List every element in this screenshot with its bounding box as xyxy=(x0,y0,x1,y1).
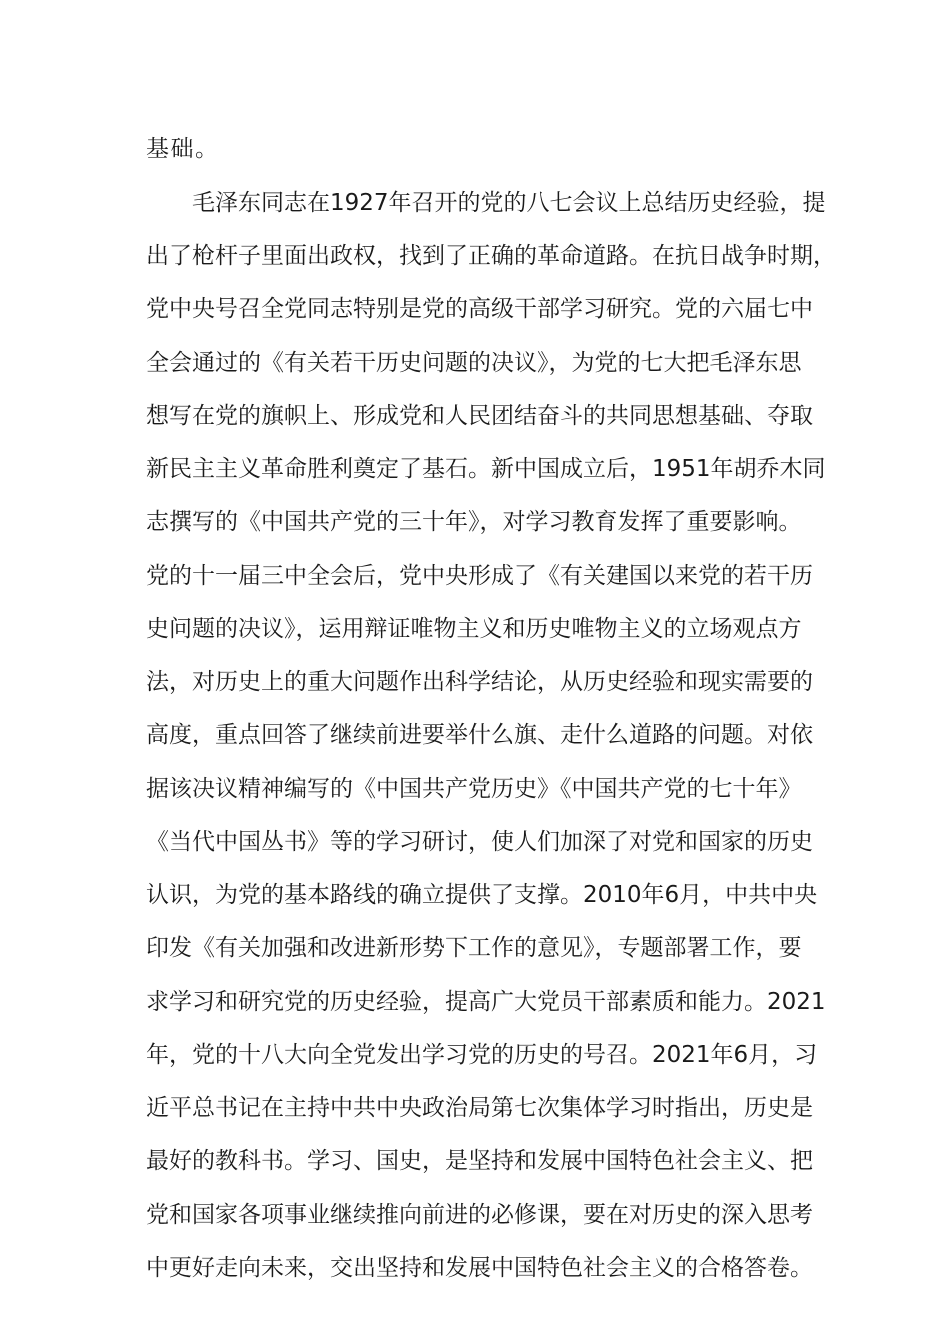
text-line: 求学习和研究党的历史经验，提高广大党员干部素质和能力。2021 xyxy=(146,989,826,1015)
text-line: 想写在党的旗帜上、形成党和人民团结奋斗的共同思想基础、夺取 xyxy=(146,403,813,429)
text-line: 新民主主义革命胜利奠定了基石。新中国成立后，1951年胡乔木同 xyxy=(146,456,826,482)
text-line: 近平总书记在主持中共中央政治局第七次集体学习时指出，历史是 xyxy=(146,1095,813,1121)
text-line: 党的十一届三中全会后，党中央形成了《有关建国以来党的若干历 xyxy=(146,563,813,589)
text-line: 印发《有关加强和改进新形势下工作的意见》，专题部署工作，要 xyxy=(146,935,802,961)
text-line: 党中央号召全党同志特别是党的高级干部学习研究。党的六届七中 xyxy=(146,296,813,322)
text-line: 年，党的十八大向全党发出学习党的历史的号召。2021年6月，习 xyxy=(146,1042,818,1068)
text-line: 最好的教科书。学习、国史，是坚持和发展中国特色社会主义、把 xyxy=(146,1148,813,1174)
text-line: 中更好走向未来，交出坚持和发展中国特色社会主义的合格答卷。 xyxy=(146,1255,813,1281)
text-line: 志撰写的《中国共产党的三十年》，对学习教育发挥了重要影响。 xyxy=(146,509,802,535)
text-line: 党和国家各项事业继续推向前进的必修课，要在对历史的深入思考 xyxy=(146,1202,813,1228)
text-line: 毛泽东同志在1927年召开的党的八七会议上总结历史经验，提 xyxy=(192,190,826,216)
text-line: 出了枪杆子里面出政权，找到了正确的革命道路。在抗日战争时期， xyxy=(146,243,836,269)
text-line: 据该决议精神编写的《中国共产党历史》《中国共产党的七十年》 xyxy=(146,776,802,802)
text-line: 全会通过的《有关若干历史问题的决议》，为党的七大把毛泽东思 xyxy=(146,350,802,376)
text-line: 《当代中国丛书》等的学习研讨，使人们加深了对党和国家的历史 xyxy=(146,829,813,855)
text-line: 史问题的决议》，运用辩证唯物主义和历史唯物主义的立场观点方 xyxy=(146,616,802,642)
text-line: 高度，重点回答了继续前进要举什么旗、走什么道路的问题。对依 xyxy=(146,722,813,748)
text-line: 认识，为党的基本路线的确立提供了支撑。2010年6月，中共中央 xyxy=(146,882,818,908)
text-line: 法，对历史上的重大问题作出科学结论，从历史经验和现实需要的 xyxy=(146,669,813,695)
text-line: 基础。 xyxy=(146,136,220,162)
